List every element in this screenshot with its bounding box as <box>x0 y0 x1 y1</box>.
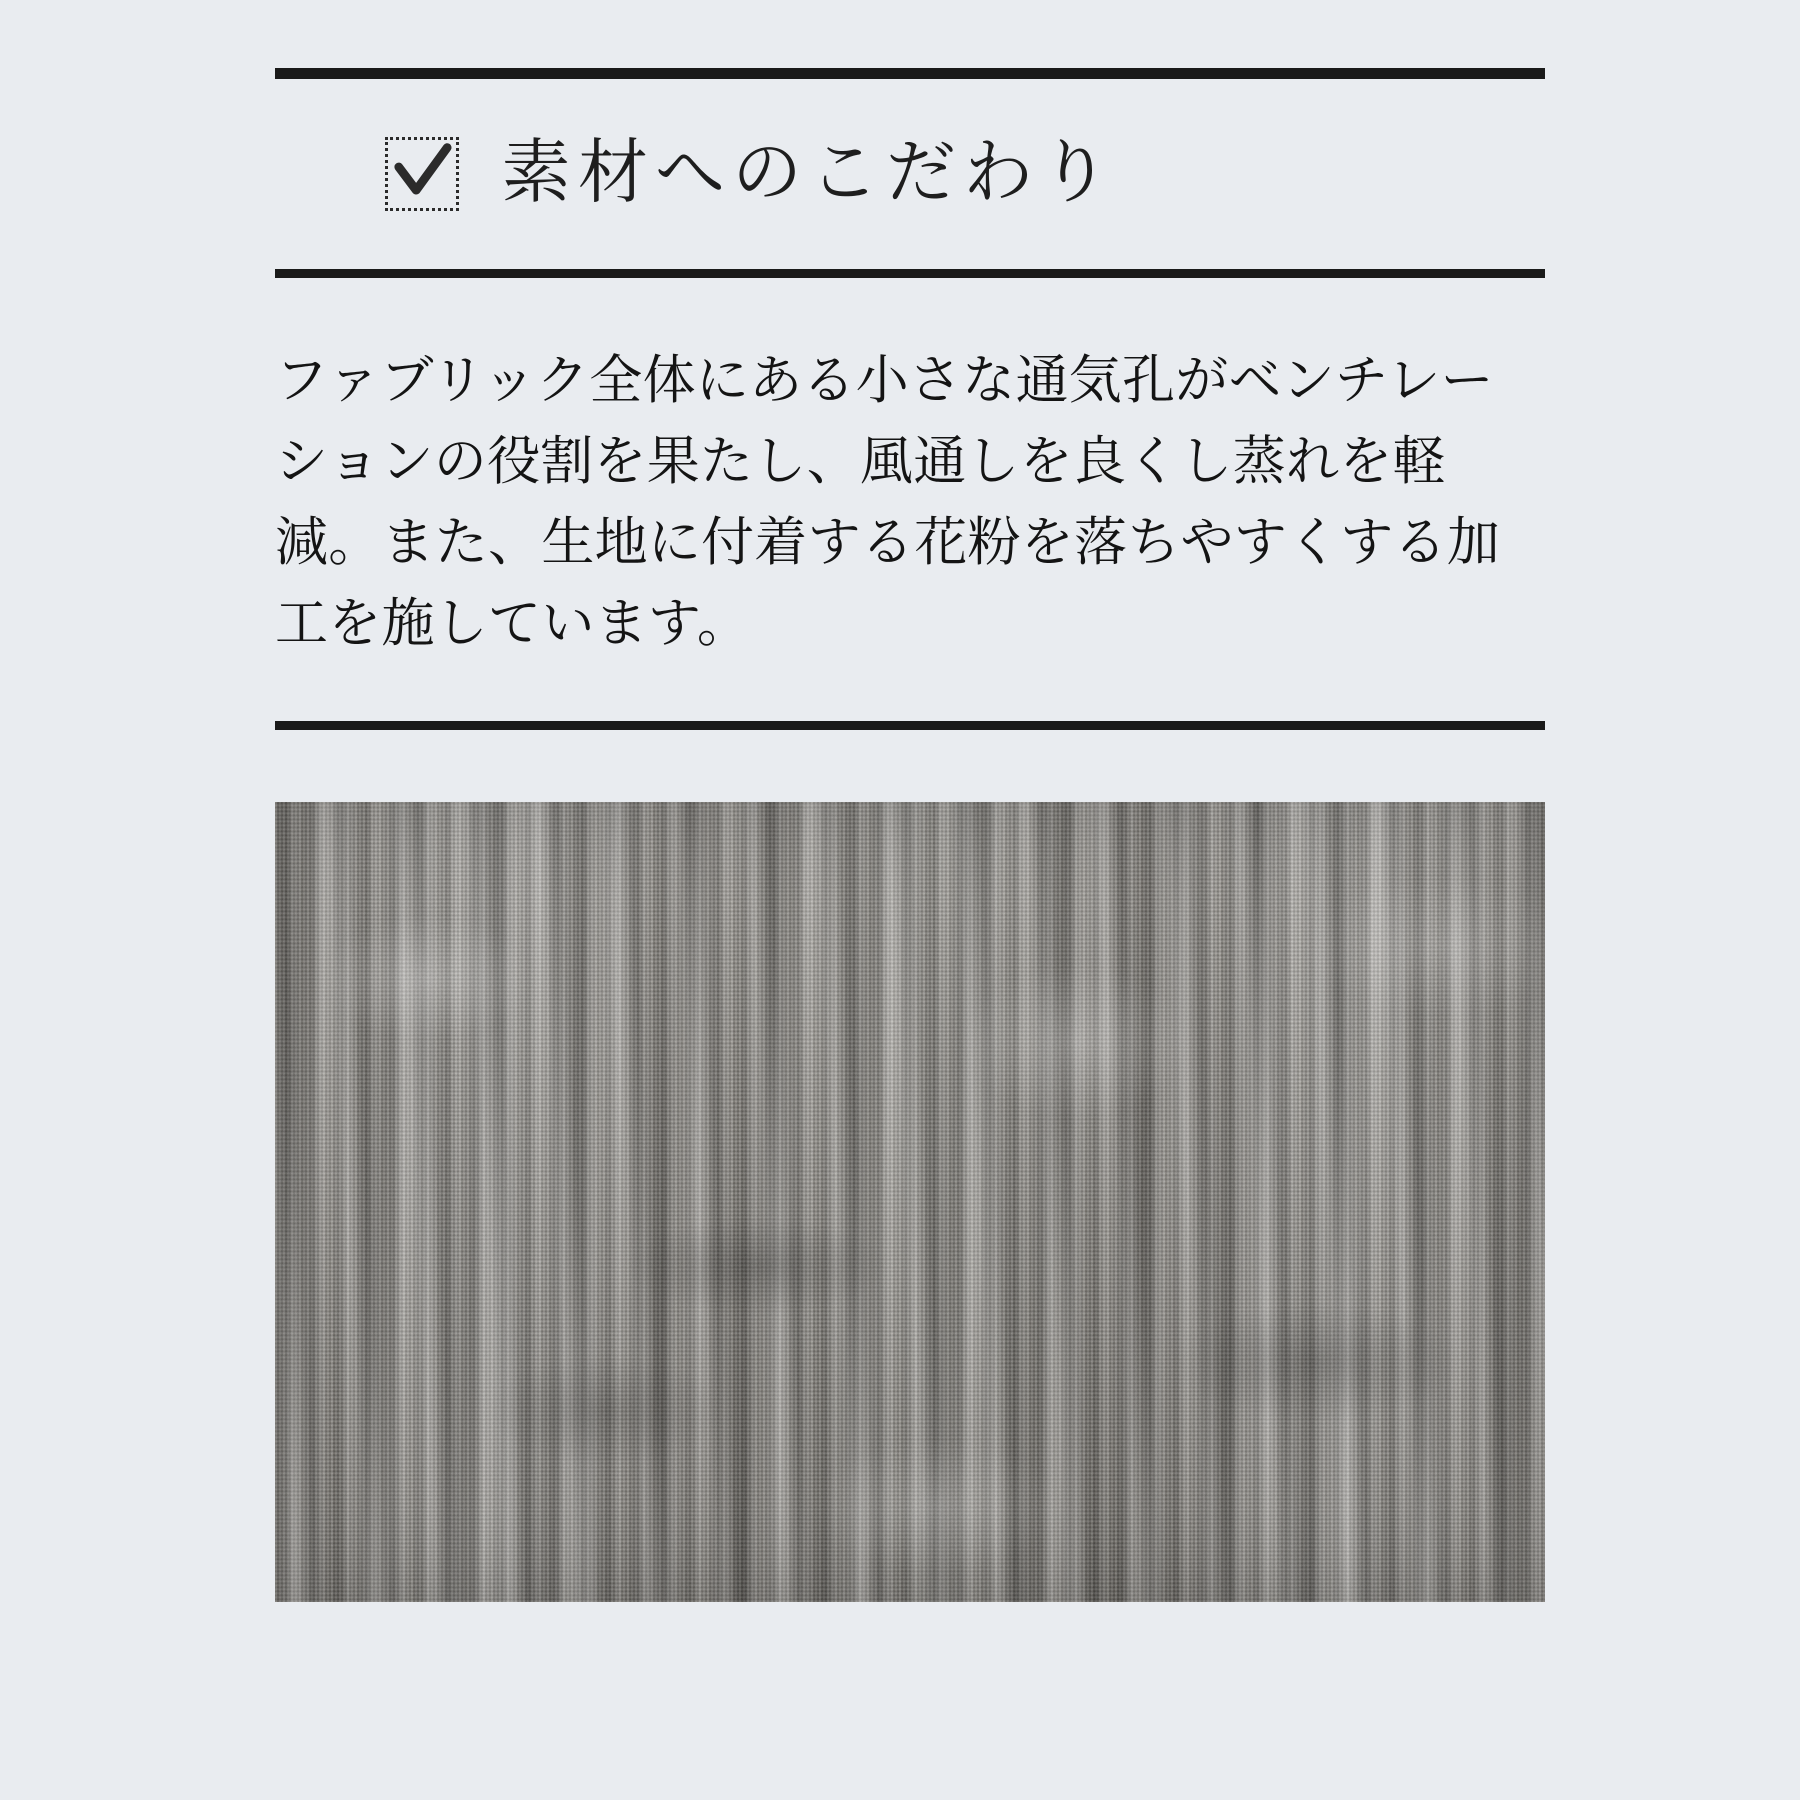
divider-top <box>275 68 1545 79</box>
swatch-vignette <box>275 802 1545 1602</box>
divider-bottom <box>275 721 1545 730</box>
divider-middle <box>275 269 1545 278</box>
checkmark-icon <box>385 137 459 211</box>
section-heading <box>275 137 1545 211</box>
page-title: 素材へのこだわり <box>501 135 1117 212</box>
body-paragraph: ファブリック全体にある小さな通気孔がベンチレーションの役割を果たし、風通しを良くし蒸れを軽減。また、生地に付着する花粉を落ちやすくする加工を施しています。 <box>275 351 1501 654</box>
content-column <box>275 0 1545 1602</box>
fabric-texture-swatch <box>275 802 1545 1602</box>
